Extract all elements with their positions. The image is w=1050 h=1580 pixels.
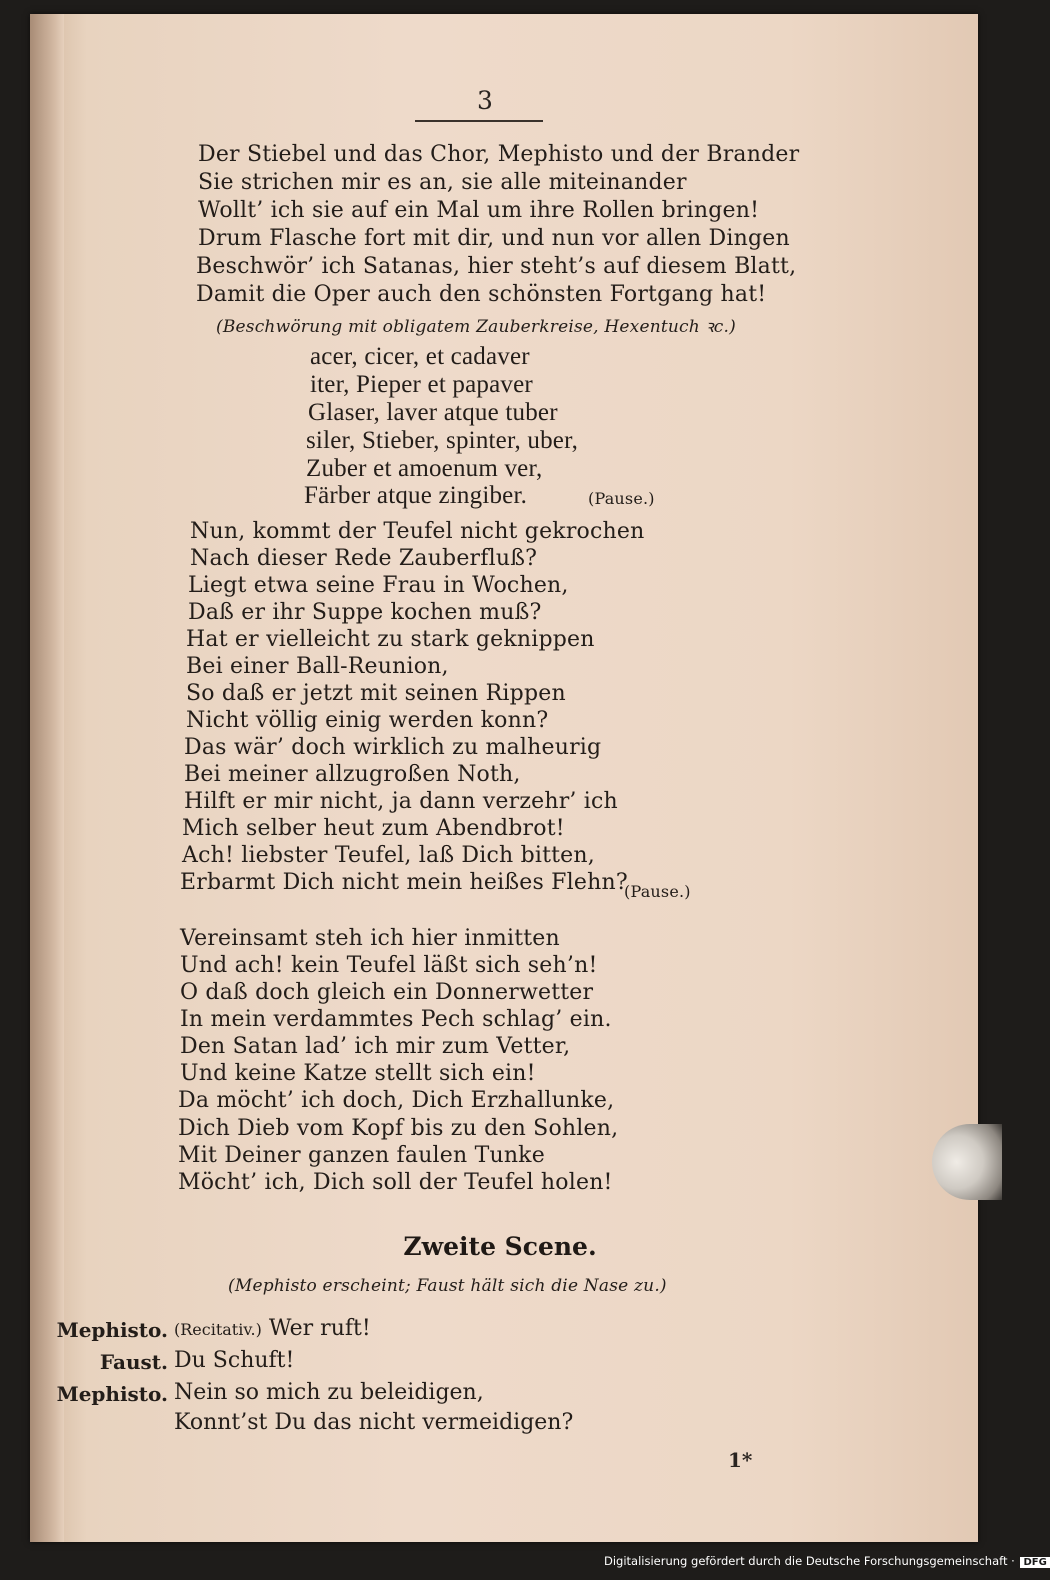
verse-line: Mit Deiner ganzen faulen Tunke: [178, 1143, 545, 1168]
dfg-logo: DFG: [1020, 1557, 1049, 1568]
speaker-name: Mephisto.: [56, 1382, 168, 1406]
verse-line: Ach! liebster Teufel, laß Dich bitten,: [182, 843, 595, 868]
verse-line: Mich selber heut zum Abendbrot!: [182, 816, 565, 841]
verse-line: Daß er ihr Suppe kochen muß?: [188, 600, 542, 625]
pause-direction: (Pause.): [588, 489, 655, 508]
footer-text: Digitalisierung gefördert durch die Deutsche Forschungsgemeinschaft ·: [604, 1554, 1015, 1568]
verse-line: Hilft er mir nicht, ja dann verzehr’ ich: [184, 789, 618, 814]
verse-line: Beschwör’ ich Satanas, hier steht’s auf diesem Blatt,: [196, 254, 797, 279]
scene-heading: Zweite Scene.: [403, 1232, 597, 1261]
verse-line: Hat er vielleicht zu stark geknippen: [186, 627, 595, 652]
verse-line: Dich Dieb vom Kopf bis zu den Sohlen,: [178, 1116, 619, 1141]
verse-line: So daß er jetzt mit seinen Rippen: [186, 681, 566, 706]
signature-mark: 1*: [728, 1448, 753, 1472]
verse-line: Sie strichen mir es an, sie alle miteinander: [198, 170, 687, 195]
verse-line: Den Satan lad’ ich mir zum Vetter,: [180, 1034, 571, 1059]
dialogue-text: Nein so mich zu beleidigen,: [174, 1380, 484, 1405]
verse-line: Erbarmt Dich nicht mein heißes Flehn?: [180, 870, 628, 895]
verse-line: Möcht’ ich, Dich soll der Teufel holen!: [178, 1170, 613, 1195]
verse-line: Damit die Oper auch den schönsten Fortgang hat!: [196, 282, 767, 307]
verse-line: Und ach! kein Teufel läßt sich seh’n!: [180, 953, 598, 978]
incantation-line: acer, cicer, et cadaver: [310, 343, 530, 370]
verse-line: Nicht völlig einig werden konn?: [186, 708, 549, 733]
speaker-name: Mephisto.: [56, 1318, 168, 1342]
verse-line: Der Stiebel und das Chor, Mephisto und der Brander: [198, 142, 800, 167]
dialogue-line: [174, 1316, 371, 1341]
dialogue-text: Konnt’st Du das nicht vermeidigen?: [174, 1410, 574, 1435]
scanner-clip: [932, 1124, 1002, 1200]
incantation-line: Glaser, laver atque tuber: [308, 399, 558, 426]
dialogue-text: Wer ruft!: [268, 1316, 371, 1341]
verse-line: Bei einer Ball-Reunion,: [186, 654, 449, 679]
verse-line: Wollt’ ich sie auf ein Mal um ihre Rollen bringen!: [198, 198, 760, 223]
verse-line: Und keine Katze stellt sich ein!: [180, 1061, 536, 1086]
page-number: 3: [477, 86, 493, 115]
incantation-line: Färber atque zingiber.: [304, 482, 528, 509]
verse-line: In mein verdammtes Pech schlag’ ein.: [180, 1007, 612, 1032]
pause-direction: (Pause.): [624, 882, 691, 901]
dialogue-text: Du Schuft!: [174, 1348, 295, 1373]
digitization-footer: [604, 1554, 1050, 1568]
recitative-direction: (Recitativ.): [174, 1320, 262, 1339]
verse-line: Nun, kommt der Teufel nicht gekrochen: [190, 519, 645, 544]
verse-line: Das wär’ doch wirklich zu malheurig: [184, 735, 602, 760]
verse-line: Vereinsamt steh ich hier inmitten: [180, 926, 560, 951]
verse-line: Da möcht’ ich doch, Dich Erzhallunke,: [178, 1088, 615, 1113]
scene-stage-direction: (Mephisto erscheint; Faust hält sich die Nase zu.): [228, 1276, 667, 1296]
incantation-line: Zuber et amoenum ver,: [306, 455, 543, 482]
incantation-line: iter, Pieper et papaver: [310, 371, 533, 398]
verse-line: Nach dieser Rede Zauberfluß?: [190, 546, 538, 571]
page-number-rule: [415, 120, 543, 122]
stage-direction: (Beschwörung mit obligatem Zauberkreise, Hexentuch ꝛc.): [216, 317, 736, 337]
page-gutter: [30, 14, 64, 1542]
speaker-name: Faust.: [99, 1350, 168, 1374]
verse-line: O daß doch gleich ein Donnerwetter: [180, 980, 594, 1005]
incantation-line: siler, Stieber, spinter, uber,: [306, 427, 579, 454]
verse-line: Drum Flasche fort mit dir, und nun vor allen Dingen: [198, 226, 790, 251]
verse-line: Bei meiner allzugroßen Noth,: [184, 762, 521, 787]
verse-line: Liegt etwa seine Frau in Wochen,: [188, 573, 569, 598]
